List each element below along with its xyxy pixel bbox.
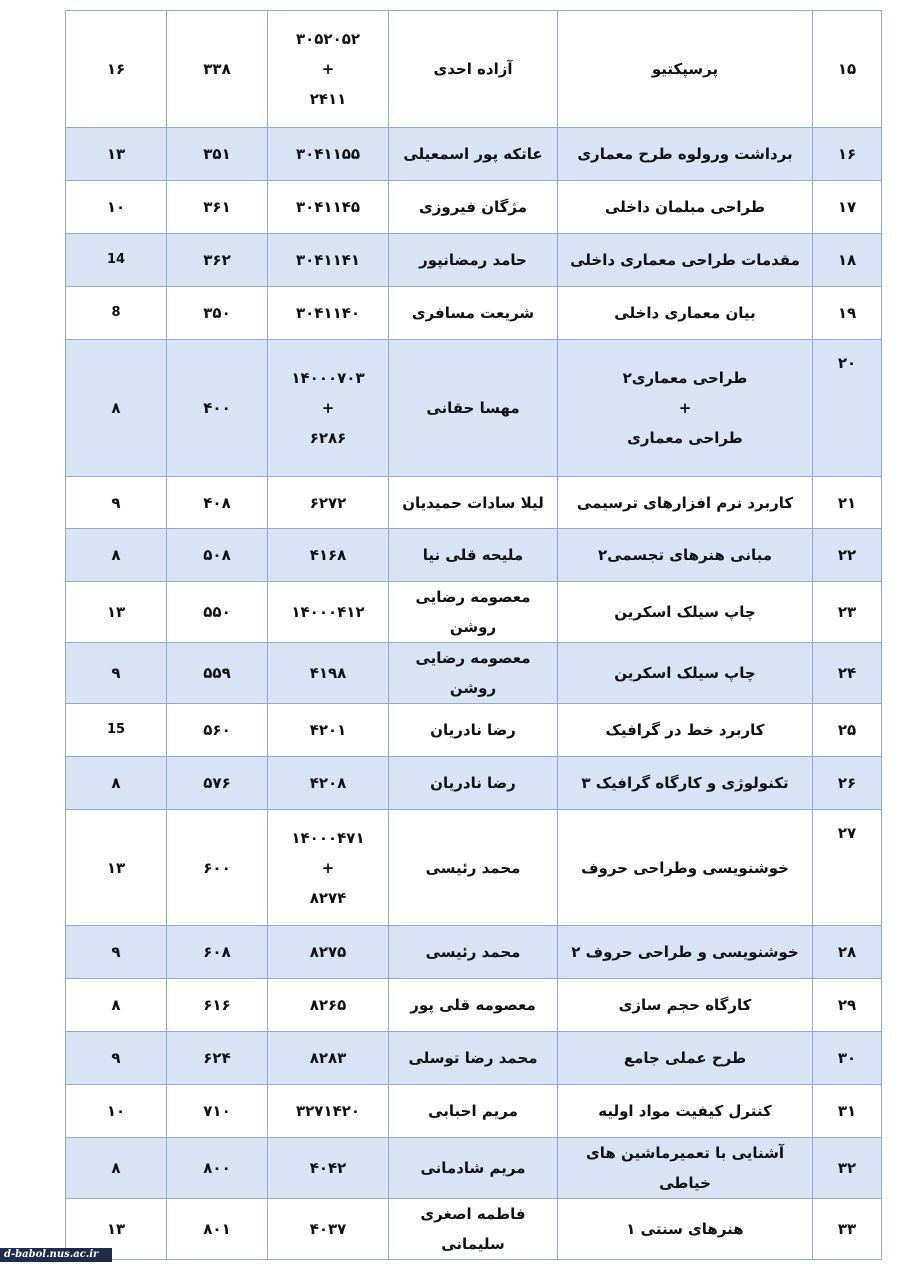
code-line: + bbox=[321, 60, 335, 78]
course-line: هنرهای سنتی ۱ bbox=[626, 1220, 744, 1238]
teacher-cell: لیلا سادات حمیدیان bbox=[389, 477, 558, 529]
course-cell bbox=[558, 1138, 813, 1199]
teacher-cell: معصومه قلی پور bbox=[389, 979, 558, 1032]
units-cell: ۹ bbox=[66, 1032, 167, 1085]
course-line: کارگاه حجم سازی bbox=[618, 996, 752, 1014]
code-cell bbox=[268, 643, 389, 704]
row-number-cell: ۲۱ bbox=[813, 477, 882, 529]
units-cell: ۱۶ bbox=[66, 11, 167, 128]
code-line: ۸۲۶۵ bbox=[309, 996, 347, 1014]
row-number-cell: ۲۳ bbox=[813, 582, 882, 643]
course-line: کاربرد نرم افزارهای ترسیمی bbox=[576, 493, 794, 512]
code-line: ۳۰۴۱۱۴۰ bbox=[295, 304, 361, 322]
schedule-body bbox=[66, 11, 882, 1260]
teacher-cell: مریم احبابی bbox=[389, 1085, 558, 1138]
units-cell: ۹ bbox=[66, 477, 167, 529]
course-cell bbox=[558, 234, 813, 287]
course-cell bbox=[558, 979, 813, 1032]
group-cell: ۳۶۱ bbox=[167, 181, 268, 234]
code-cell bbox=[268, 1032, 389, 1085]
group-cell: ۸۰۱ bbox=[167, 1199, 268, 1260]
row-number-cell: ۲۴ bbox=[813, 643, 882, 704]
group-cell: ۶۱۶ bbox=[167, 979, 268, 1032]
units-cell: ۸ bbox=[66, 529, 167, 582]
code-line: ۲۴۱۱ bbox=[309, 90, 347, 108]
row-number-cell: ۱۷ bbox=[813, 181, 882, 234]
course-cell bbox=[558, 11, 813, 128]
group-cell: ۵۶۰ bbox=[167, 704, 268, 757]
group-cell: ۶۰۸ bbox=[167, 926, 268, 979]
teacher-cell: محمد رئیسی bbox=[389, 926, 558, 979]
teacher-cell: آزاده احدی bbox=[389, 11, 558, 128]
units-cell: 8 bbox=[66, 287, 167, 340]
code-line: ۶۲۸۶ bbox=[309, 429, 347, 447]
row-number-cell: ۳۰ bbox=[813, 1032, 882, 1085]
table-row bbox=[66, 810, 882, 926]
code-line: ۸۲۸۳ bbox=[309, 1049, 347, 1067]
course-cell bbox=[558, 340, 813, 477]
units-cell: ۸ bbox=[66, 979, 167, 1032]
row-number-cell: ۲۵ bbox=[813, 704, 882, 757]
code-line: ۸۲۷۵ bbox=[309, 943, 347, 961]
course-line: آشنایی با تعمیرماشین های خیاطی bbox=[585, 1144, 785, 1192]
code-cell bbox=[268, 477, 389, 529]
course-line: تکنولوژی و کارگاه گرافیک ۳ bbox=[581, 774, 789, 792]
course-line: برداشت ورولوه طرح معماری bbox=[577, 145, 793, 163]
group-cell: ۳۳۸ bbox=[167, 11, 268, 128]
teacher-cell: عاتکه پور اسمعیلی bbox=[389, 128, 558, 181]
units-cell: ۱۰ bbox=[66, 181, 167, 234]
row-number-cell: ۳۳ bbox=[813, 1199, 882, 1260]
course-line: چاپ سیلک اسکرین bbox=[614, 664, 756, 682]
units-cell: ۹ bbox=[66, 926, 167, 979]
course-line: طرح عملی جامع bbox=[623, 1049, 747, 1067]
group-cell: ۴۰۸ bbox=[167, 477, 268, 529]
teacher-cell: شریعت مسافری bbox=[389, 287, 558, 340]
schedule-table bbox=[65, 10, 882, 1260]
code-line: ۳۰۵۲۰۵۲ bbox=[295, 30, 361, 48]
table-row bbox=[66, 582, 882, 643]
code-line: ۴۰۳۷ bbox=[309, 1220, 347, 1238]
course-cell bbox=[558, 704, 813, 757]
course-line: بیان معماری داخلی bbox=[614, 304, 756, 322]
row-number-cell: ۱۵ bbox=[813, 11, 882, 128]
group-cell: ۵۰۸ bbox=[167, 529, 268, 582]
row-number-cell: ۳۱ bbox=[813, 1085, 882, 1138]
course-line: چاپ سیلک اسکرین bbox=[614, 603, 756, 621]
code-line: ۴۲۰۱ bbox=[309, 721, 347, 739]
units-cell: ۸ bbox=[66, 340, 167, 477]
units-cell: ۱۳ bbox=[66, 128, 167, 181]
course-cell bbox=[558, 128, 813, 181]
course-line: طراحی معماری۲ bbox=[622, 369, 748, 387]
row-number-cell: ۲۶ bbox=[813, 757, 882, 810]
row-number-cell: ۲۸ bbox=[813, 926, 882, 979]
code-cell bbox=[268, 340, 389, 477]
code-line: ۱۴۰۰۰۴۷۱ bbox=[291, 828, 365, 847]
units-cell: ۱۳ bbox=[66, 582, 167, 643]
group-cell: ۳۵۱ bbox=[167, 128, 268, 181]
teacher-cell: معصومه رضایی روشن bbox=[389, 643, 558, 704]
units-cell: ۱۳ bbox=[66, 810, 167, 926]
code-cell bbox=[268, 979, 389, 1032]
code-cell bbox=[268, 287, 389, 340]
code-cell bbox=[268, 234, 389, 287]
units-cell: 14 bbox=[66, 234, 167, 287]
row-number-cell: ۳۲ bbox=[813, 1138, 882, 1199]
table-row bbox=[66, 1138, 882, 1199]
course-cell bbox=[558, 1085, 813, 1138]
code-line: ۳۲۷۱۴۲۰ bbox=[295, 1102, 361, 1120]
course-line: مقدمات طراحی معماری داخلی bbox=[570, 251, 800, 269]
course-line: پرسپکتیو bbox=[651, 60, 719, 78]
course-cell bbox=[558, 1199, 813, 1260]
units-cell: ۸ bbox=[66, 1138, 167, 1199]
row-number-cell: ۱۸ bbox=[813, 234, 882, 287]
teacher-cell: رضا نادریان bbox=[389, 704, 558, 757]
row-number-cell: ۱۹ bbox=[813, 287, 882, 340]
units-cell: ۱۰ bbox=[66, 1085, 167, 1138]
code-line: ۴۰۴۲ bbox=[309, 1159, 347, 1177]
course-cell bbox=[558, 757, 813, 810]
course-cell bbox=[558, 582, 813, 643]
teacher-cell: رضا نادریان bbox=[389, 757, 558, 810]
teacher-cell: فاطمه اصغری سلیمانی bbox=[389, 1199, 558, 1260]
table-row bbox=[66, 926, 882, 979]
table-row bbox=[66, 287, 882, 340]
course-line: خوشنویسی و طراحی حروف ۲ bbox=[571, 943, 799, 961]
code-line: ۶۲۷۲ bbox=[309, 493, 347, 512]
table-row bbox=[66, 181, 882, 234]
units-cell: ۸ bbox=[66, 757, 167, 810]
code-line: ۴۱۶۸ bbox=[309, 546, 347, 564]
code-line: + bbox=[321, 399, 335, 417]
code-cell bbox=[268, 1085, 389, 1138]
group-cell: ۳۶۲ bbox=[167, 234, 268, 287]
table-row bbox=[66, 1032, 882, 1085]
units-cell: ۱۳ bbox=[66, 1199, 167, 1260]
code-cell bbox=[268, 1199, 389, 1260]
units-cell: ۹ bbox=[66, 643, 167, 704]
group-cell: ۷۱۰ bbox=[167, 1085, 268, 1138]
course-cell bbox=[558, 477, 813, 529]
code-line: ۴۱۹۸ bbox=[309, 664, 347, 682]
teacher-cell: محمد رئیسی bbox=[389, 810, 558, 926]
code-cell bbox=[268, 529, 389, 582]
course-cell bbox=[558, 529, 813, 582]
row-number-cell: ۲۷ bbox=[813, 810, 882, 926]
course-cell bbox=[558, 287, 813, 340]
teacher-cell: محمد رضا توسلی bbox=[389, 1032, 558, 1085]
group-cell: ۵۵۰ bbox=[167, 582, 268, 643]
group-cell: ۶۲۴ bbox=[167, 1032, 268, 1085]
code-cell bbox=[268, 757, 389, 810]
table-row bbox=[66, 757, 882, 810]
code-cell bbox=[268, 704, 389, 757]
group-cell: ۸۰۰ bbox=[167, 1138, 268, 1199]
group-cell: ۵۵۹ bbox=[167, 643, 268, 704]
table-row bbox=[66, 477, 882, 529]
code-cell bbox=[268, 11, 389, 128]
table-row bbox=[66, 704, 882, 757]
teacher-cell: معصومه رضایی روشن bbox=[389, 582, 558, 643]
course-cell bbox=[558, 643, 813, 704]
units-cell: 15 bbox=[66, 704, 167, 757]
table-row bbox=[66, 979, 882, 1032]
table-row bbox=[66, 128, 882, 181]
teacher-cell: ملیحه قلی نیا bbox=[389, 529, 558, 582]
course-line: مبانی هنرهای تجسمی۲ bbox=[597, 546, 773, 564]
group-cell: ۶۰۰ bbox=[167, 810, 268, 926]
course-line: طراحی مبلمان داخلی bbox=[604, 198, 765, 216]
table-row bbox=[66, 1199, 882, 1260]
code-line: ۳۰۴۱۱۵۵ bbox=[295, 145, 361, 163]
table-row bbox=[66, 1085, 882, 1138]
teacher-cell: مژگان فیروزی bbox=[389, 181, 558, 234]
course-cell bbox=[558, 810, 813, 926]
teacher-cell: مهسا حقانی bbox=[389, 340, 558, 477]
code-line: ۱۴۰۰۰۴۱۲ bbox=[291, 603, 365, 621]
course-cell bbox=[558, 181, 813, 234]
row-number-cell: ۲۰ bbox=[813, 340, 882, 477]
code-line: ۴۲۰۸ bbox=[309, 774, 347, 792]
course-line: + bbox=[678, 399, 692, 417]
group-cell: ۵۷۶ bbox=[167, 757, 268, 810]
row-number-cell: ۲۲ bbox=[813, 529, 882, 582]
course-cell bbox=[558, 1032, 813, 1085]
table-row bbox=[66, 234, 882, 287]
teacher-cell: حامد رمضانپور bbox=[389, 234, 558, 287]
code-line: ۳۰۴۱۱۴۵ bbox=[295, 198, 361, 216]
table-row bbox=[66, 529, 882, 582]
table-row bbox=[66, 643, 882, 704]
code-cell bbox=[268, 926, 389, 979]
table-row bbox=[66, 340, 882, 477]
code-cell bbox=[268, 1138, 389, 1199]
course-line: کاربرد خط در گرافیک bbox=[605, 721, 765, 739]
code-line: + bbox=[321, 858, 335, 877]
course-line: طراحی معماری bbox=[627, 429, 743, 447]
footer-url: d-babol.nus.ac.ir bbox=[0, 1248, 112, 1262]
code-cell bbox=[268, 181, 389, 234]
row-number-cell: ۲۹ bbox=[813, 979, 882, 1032]
code-cell bbox=[268, 128, 389, 181]
teacher-cell: مریم شادمانی bbox=[389, 1138, 558, 1199]
table-row bbox=[66, 11, 882, 128]
group-cell: ۴۰۰ bbox=[167, 340, 268, 477]
code-line: ۱۴۰۰۰۷۰۳ bbox=[291, 369, 365, 387]
course-cell bbox=[558, 926, 813, 979]
course-line: کنترل کیفیت مواد اولیه bbox=[598, 1102, 772, 1120]
row-number-cell: ۱۶ bbox=[813, 128, 882, 181]
code-cell bbox=[268, 810, 389, 926]
code-cell bbox=[268, 582, 389, 643]
group-cell: ۳۵۰ bbox=[167, 287, 268, 340]
code-line: ۳۰۴۱۱۴۱ bbox=[295, 251, 361, 269]
code-line: ۸۲۷۴ bbox=[309, 888, 347, 907]
course-line: خوشنویسی وطراحی حروف bbox=[581, 858, 789, 877]
